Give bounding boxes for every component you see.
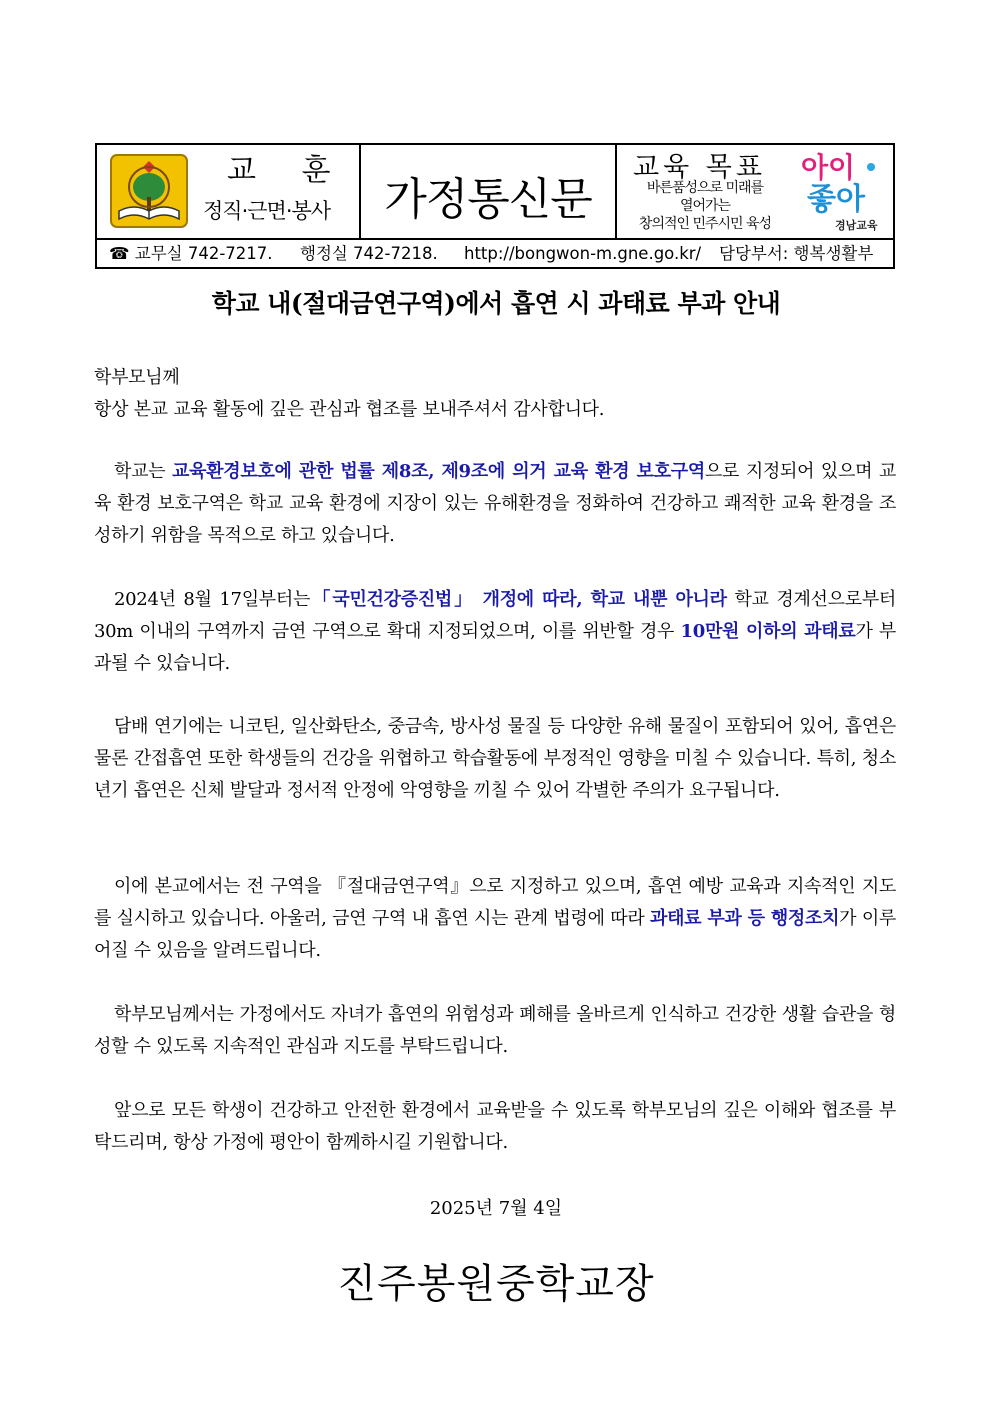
contact-row [97,240,893,267]
logo-text-top: 아이 [801,151,856,184]
principal-signature: 진주봉원중학교장 [337,1261,655,1307]
goal-line: 열어가는 [679,198,731,214]
paragraph-6: 앞으로 모든 학생이 건강하고 안전한 환경에서 교육받을 수 있도록 학부모님의 깊은 이해와 협조를 부탁드리며, 항상 가정에 평안이 함께하시길 기원합니다. [94,1100,896,1153]
goal-label: 교육 목표 [633,152,766,183]
p4-text-a: 이에 본교에서는 전 구역을 『절대금연구역』으로 지정하고 있으며, 흡연 예방 교육과 지속적인 지도를 실시하고 있습니다. 아울러, 금연 구역 내 흡연 시는 관계 법령에 따라 [94,876,896,929]
school-url-link[interactable]: http://bongwon-m.gne.go.kr/ [464,244,702,263]
office-phone: ☎ 교무실 742-7217. [109,244,273,263]
department: 담당부서: 행복생활부 [719,244,874,263]
p4-highlight: 과태료 부과 등 행정조치 [649,908,840,929]
p4-text-c: 가 이루어질 수 있음을 알려드립니다. [94,908,896,961]
paragraph-2 [94,584,896,680]
greeting-line: 항상 본교 교육 활동에 깊은 관심과 협조를 보내주셔서 감사합니다. [94,399,605,420]
document-heading: 학교 내(절대금연구역)에서 흡연 시 과태료 부과 안내 [211,289,781,318]
header-table [95,143,895,269]
goal-line: 바른품성으로 미래를 [646,180,764,196]
logo-text-mid: 좋아 [807,182,865,217]
school-emblem-icon [109,153,189,229]
paragraph-4 [94,871,896,967]
motto-label: 교 훈 [227,153,349,188]
paragraph-5: 학부모님께서는 가정에서도 자녀가 흡연의 위험성과 폐해를 올바르게 인식하고 건강한 생활 습관을 형성할 수 있도록 지속적인 관심과 지도를 부탁드립니다. [94,1004,896,1057]
paragraph-1 [94,456,896,552]
document-date: 2025년 7월 4일 [429,1198,563,1219]
logo-text-bottom: 경남교육 [835,219,878,232]
paragraph-3: 담배 연기에는 니코틴, 일산화탄소, 중금속, 방사성 물질 등 다양한 유해 물질이 포함되어 있어, 흡연은 물론 간접흡연 또한 학생들의 건강을 위협하고 학습활동에 부정적인 영향을 미칠 수 있습니다. 특히, 청소년기 흡연은 신체 발달과 정서적 안정에 악영향을 끼칠 수 있어 각별한 주의가 요구됩니다. [94,716,896,801]
greeting [94,362,896,426]
salutation: 학부모님께 [94,367,180,388]
p2-highlight-2: 10만원 이하의 과태료 [680,621,856,642]
doc-type-cell [361,145,617,238]
p1-text-c: 으로 지정되어 있으며 교육 환경 보호구역은 학교 교육 환경에 지장이 있는 유해환경을 정화하여 건강하고 쾌적한 교육 환경을 조성하기 위함을 목적으로 하고 있습니다. [94,461,896,546]
p1-text-a: 학교는 [114,461,172,482]
p2-text-c: 학교 경계선으로부터 30m 이내의 구역까지 금연 구역으로 확대 지정되었으며, 이를 위반할 경우 [94,589,896,642]
goal-cell [617,145,893,238]
doc-type-title: 가정통신문 [384,174,592,225]
p2-highlight-1: 「국민건강증진법」 개정에 따라, 학교 내뿐 아니라 [310,589,727,610]
motto-text: 정직·근면·봉사 [203,199,331,223]
goal-line: 창의적인 민주시민 육성 [638,216,772,232]
p2-text-a: 2024년 8월 17일부터는 [114,589,311,610]
goal-text [617,179,793,233]
admin-phone: 행정실 742-7218. [300,244,438,263]
motto-cell [97,145,361,238]
p2-text-e: 가 부과될 수 있습니다. [94,621,896,674]
header-top-row [97,145,893,240]
p1-highlight: 교육환경보호에 관한 법률 제8조, 제9조에 의거 교육 환경 보호구역 [172,461,705,482]
gyeongnam-education-logo [797,149,889,235]
